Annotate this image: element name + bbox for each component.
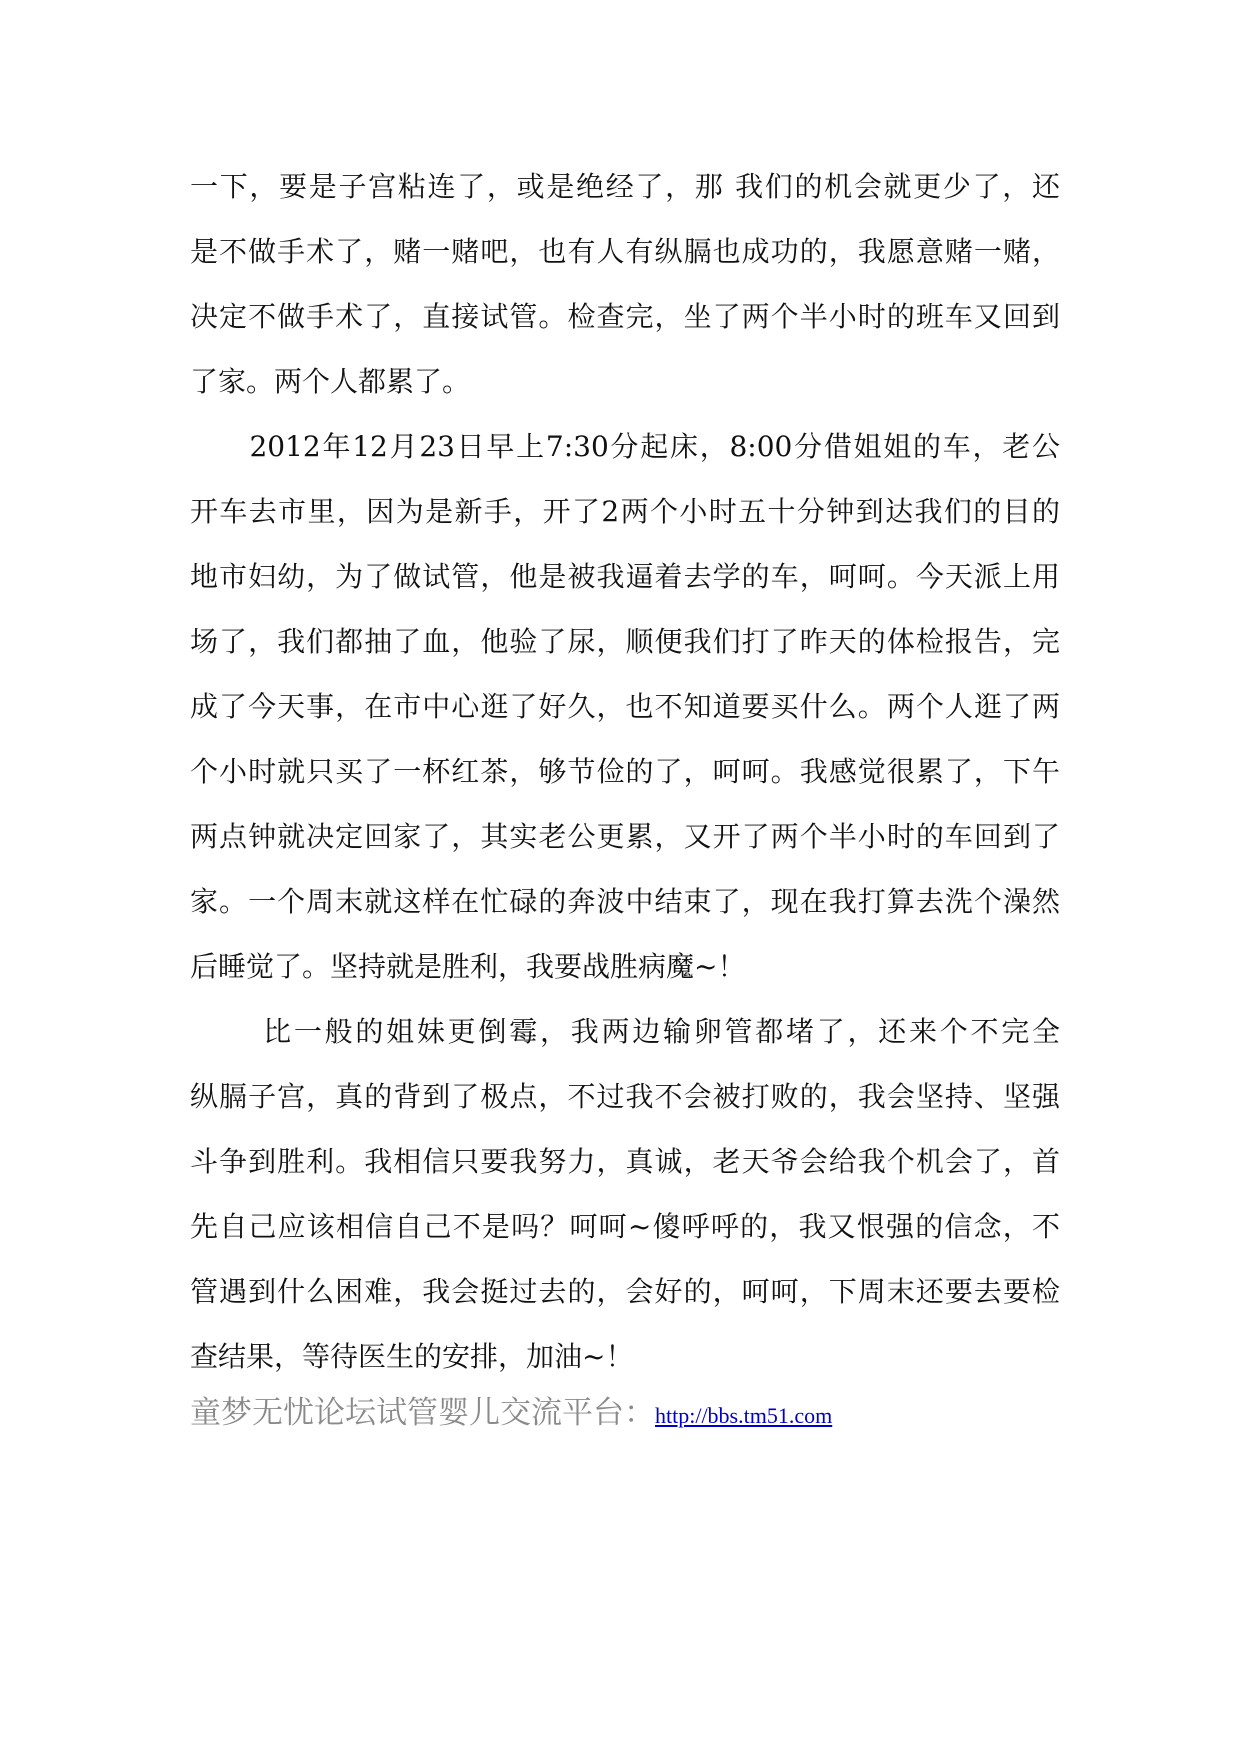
paragraph-2 (190, 414, 1060, 999)
text-line: 决定不做手术了，直接试管。检查完，坐了两个半小时的班车又回到 (190, 300, 1060, 333)
text-line: 管遇到什么困难，我会挺过去的，会好的，呵呵，下周末还要去要检 (190, 1275, 1060, 1308)
text-line: 家。一个周末就这样在忙碌的奔波中结束了，现在我打算去洗个澡然 (190, 885, 1060, 918)
text-line: 成了今天事，在市中心逛了好久，也不知道要买什么。两个人逛了两 (190, 690, 1060, 723)
text-line: 场了，我们都抽了血，他验了尿，顺便我们打了昨天的体检报告，完 (190, 625, 1060, 658)
text-line: 后睡觉了。坚持就是胜利，我要战胜病魔~！ (190, 950, 746, 983)
text-line: 查结果，等待医生的安排，加油~！ (190, 1340, 634, 1373)
text-line: 比一般的姐妹更倒霉，我两边输卵管都堵了，还来个不完全 (190, 1015, 1060, 1048)
text-line: 斗争到胜利。我相信只要我努力，真诚，老天爷会给我个机会了，首 (190, 1145, 1060, 1178)
text-line: 2012年12月23日早上7:30分起床，8:00分借姐姐的车，老公 (190, 430, 1060, 463)
text-line: 了家。两个人都累了。 (190, 365, 471, 398)
footer (190, 1388, 832, 1438)
text-line: 个小时就只买了一杯红茶，够节俭的了，呵呵。我感觉很累了，下午 (190, 755, 1060, 788)
document-body (190, 154, 1060, 1389)
paragraph-3 (190, 999, 1060, 1389)
paragraph-1 (190, 154, 1060, 414)
footer-label: 童梦无忧论坛试管婴儿交流平台： (190, 1395, 655, 1431)
text-line: 一下，要是子宫粘连了，或是绝经了，那 我们的机会就更少了，还 (190, 170, 1060, 203)
text-line: 地市妇幼，为了做试管，他是被我逼着去学的车，呵呵。今天派上用 (190, 560, 1060, 593)
text-line: 开车去市里，因为是新手，开了2两个小时五十分钟到达我们的目的 (190, 495, 1060, 528)
text-line: 是不做手术了，赌一赌吧，也有人有纵膈也成功的，我愿意赌一赌， (190, 235, 1060, 268)
forum-link[interactable]: http://bbs.tm51.com (655, 1403, 833, 1428)
text-line: 先自己应该相信自己不是吗？呵呵~傻呼呼的，我又恨强的信念，不 (190, 1210, 1060, 1243)
text-line: 纵膈子宫，真的背到了极点，不过我不会被打败的，我会坚持、坚强 (190, 1080, 1060, 1113)
text-line: 两点钟就决定回家了，其实老公更累，又开了两个半小时的车回到了 (190, 820, 1060, 853)
